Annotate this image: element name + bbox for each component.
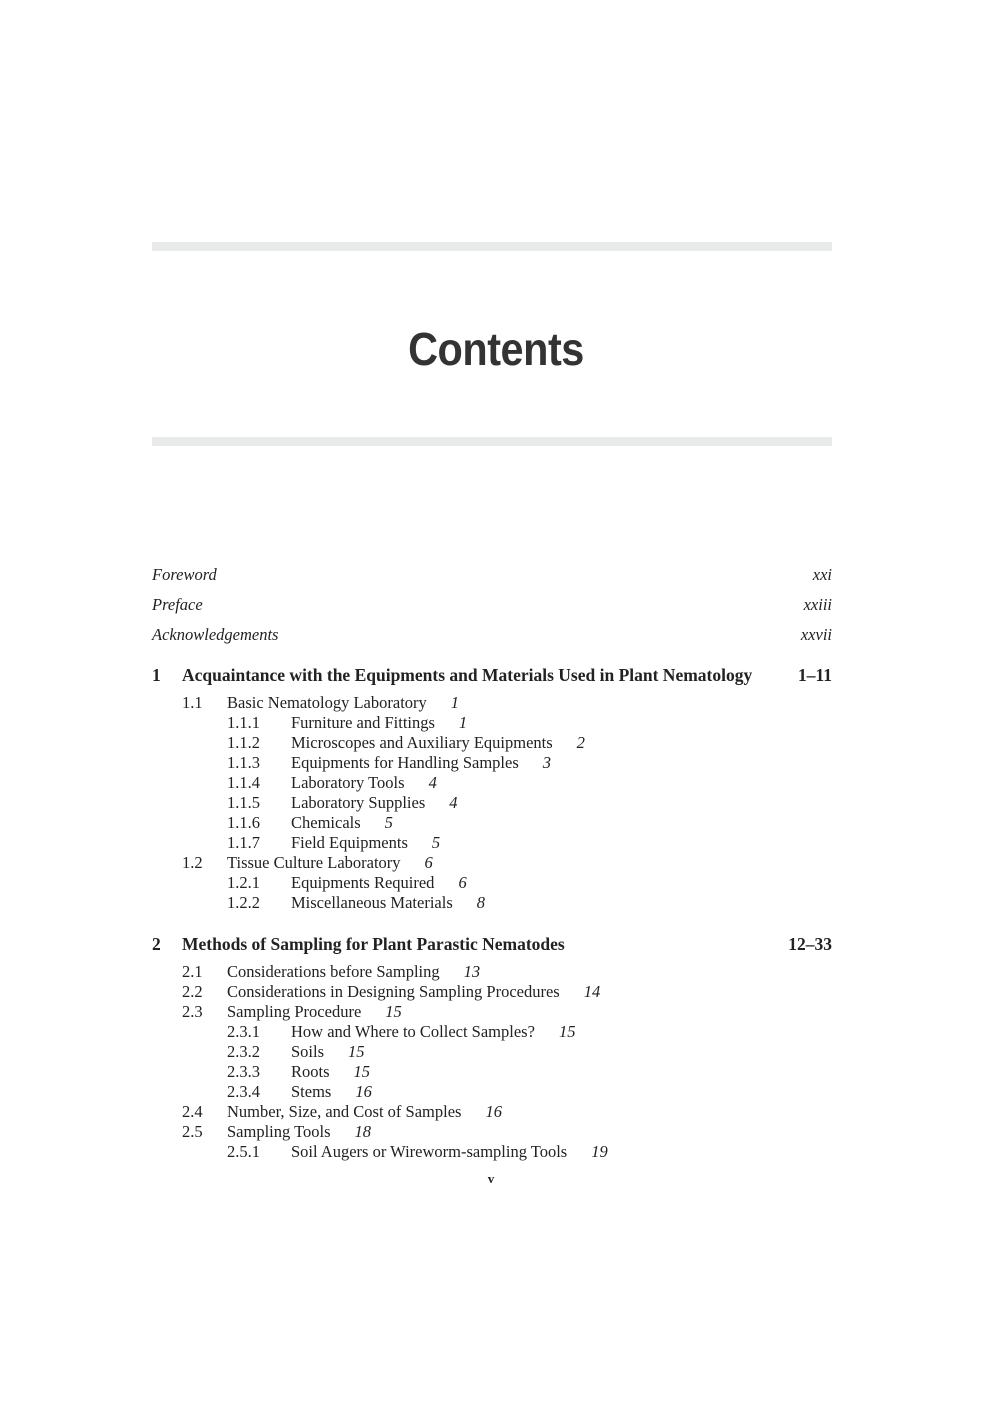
page-title: Contents bbox=[408, 323, 584, 375]
section-entry[interactable] bbox=[227, 853, 433, 873]
subsection-entry[interactable] bbox=[291, 1082, 372, 1102]
entry-title[interactable]: Acknowledgements bbox=[152, 625, 279, 644]
entry-page: 16 bbox=[485, 1102, 502, 1121]
entry-number: 2.1 bbox=[182, 962, 203, 981]
entry-page: 8 bbox=[476, 893, 485, 912]
entry-page: 15 bbox=[385, 1002, 402, 1021]
top-rule bbox=[152, 242, 832, 251]
entry-page: 1 bbox=[458, 713, 468, 732]
entry-number: 2.3.2 bbox=[227, 1042, 260, 1061]
entry-title[interactable]: Equipments Required bbox=[291, 873, 435, 892]
entry-title[interactable]: Microscopes and Auxiliary Equipments bbox=[291, 733, 553, 752]
subsection-entry[interactable] bbox=[291, 793, 458, 813]
subsection-entry[interactable] bbox=[291, 873, 467, 893]
subsection-entry[interactable] bbox=[291, 773, 437, 793]
entry-page: xxiii bbox=[803, 595, 832, 614]
entry-title[interactable]: Miscellaneous Materials bbox=[291, 893, 453, 912]
entry-title[interactable]: Field Equipments bbox=[291, 833, 408, 852]
entry-title[interactable]: Sampling Tools bbox=[227, 1122, 331, 1141]
entry-title[interactable]: Number, Size, and Cost of Samples bbox=[227, 1102, 462, 1121]
entry-title[interactable]: Considerations before Sampling bbox=[227, 962, 440, 981]
entry-title[interactable]: Soil Augers or Wireworm-sampling Tools bbox=[291, 1142, 568, 1161]
entry-page: 4 bbox=[428, 773, 437, 792]
entry-number: 2.5 bbox=[182, 1122, 203, 1141]
entry-number: 2.2 bbox=[182, 982, 203, 1001]
section-entry[interactable] bbox=[227, 982, 600, 1002]
entry-title[interactable]: Preface bbox=[152, 595, 203, 614]
entry-number: 2.3.4 bbox=[227, 1082, 260, 1101]
entry-number: 2.3.3 bbox=[227, 1062, 260, 1081]
page-number: v bbox=[487, 1171, 495, 1186]
entry-page: 4 bbox=[449, 793, 458, 812]
entry-number: 2.5.1 bbox=[227, 1142, 260, 1161]
entry-title[interactable]: Sampling Procedure bbox=[227, 1002, 362, 1021]
section-entry[interactable] bbox=[227, 693, 459, 713]
entry-page: 1 bbox=[450, 693, 460, 712]
entry-title[interactable]: How and Where to Collect Samples? bbox=[291, 1022, 535, 1041]
entry-page: xxi bbox=[812, 565, 832, 584]
entry-page: xxvii bbox=[800, 625, 832, 644]
entry-number: 1.1.1 bbox=[227, 713, 260, 732]
subsection-entry[interactable] bbox=[291, 713, 467, 733]
entry-title[interactable]: Roots bbox=[291, 1062, 330, 1081]
entry-number: 1.2.2 bbox=[227, 893, 260, 912]
entry-title[interactable]: Basic Nematology Laboratory bbox=[227, 693, 427, 712]
subsection-entry[interactable] bbox=[291, 1042, 365, 1062]
entry-number: 1.2 bbox=[182, 853, 203, 872]
entry-title[interactable]: Laboratory Supplies bbox=[291, 793, 426, 812]
entry-title[interactable]: Tissue Culture Laboratory bbox=[227, 853, 401, 872]
chapter-number: 2 bbox=[152, 934, 161, 954]
entry-page: 15 bbox=[353, 1062, 371, 1081]
entry-page: 15 bbox=[348, 1042, 365, 1061]
subsection-entry[interactable] bbox=[291, 893, 485, 913]
subsection-entry[interactable] bbox=[291, 1022, 575, 1042]
entry-page: 2 bbox=[576, 733, 585, 752]
subsection-entry[interactable] bbox=[291, 753, 551, 773]
entry-number: 1.1.2 bbox=[227, 733, 260, 752]
section-entry[interactable] bbox=[227, 1002, 402, 1022]
entry-page: 13 bbox=[463, 962, 481, 981]
chapter-pages: 1–11 bbox=[797, 665, 832, 685]
entry-page: 6 bbox=[424, 853, 433, 872]
subsection-entry[interactable] bbox=[291, 813, 393, 833]
entry-page: 15 bbox=[558, 1022, 576, 1041]
entry-page: 18 bbox=[354, 1122, 372, 1141]
bottom-rule bbox=[152, 437, 832, 446]
entry-page: 14 bbox=[583, 982, 601, 1001]
entry-page: 19 bbox=[591, 1142, 608, 1161]
entry-number: 1.1.6 bbox=[227, 813, 260, 832]
entry-number: 2.4 bbox=[182, 1102, 203, 1121]
subsection-entry[interactable] bbox=[291, 833, 440, 853]
entry-number: 1.2.1 bbox=[227, 873, 260, 892]
entry-page: 6 bbox=[458, 873, 467, 892]
entry-number: 1.1.7 bbox=[227, 833, 260, 852]
subsection-entry[interactable] bbox=[291, 1142, 608, 1162]
entry-page: 5 bbox=[384, 813, 393, 832]
entry-number: 1.1 bbox=[182, 693, 203, 712]
entry-page: 3 bbox=[542, 753, 552, 772]
subsection-entry[interactable] bbox=[291, 733, 585, 753]
section-entry[interactable] bbox=[227, 1102, 502, 1122]
entry-number: 1.1.5 bbox=[227, 793, 260, 812]
entry-number: 1.1.3 bbox=[227, 753, 260, 772]
chapter-number: 1 bbox=[152, 665, 161, 685]
subsection-entry[interactable] bbox=[291, 1062, 370, 1082]
entry-title[interactable]: Laboratory Tools bbox=[291, 773, 405, 792]
chapter-title[interactable]: Methods of Sampling for Plant Parastic Nematodes bbox=[182, 934, 565, 954]
entry-title[interactable]: Equipments for Handling Samples bbox=[291, 753, 519, 772]
entry-page: 5 bbox=[431, 833, 441, 852]
entry-title[interactable]: Soils bbox=[291, 1042, 325, 1061]
entry-number: 2.3 bbox=[182, 1002, 203, 1021]
entry-title[interactable]: Chemicals bbox=[291, 813, 361, 832]
entry-title[interactable]: Foreword bbox=[152, 565, 217, 584]
section-entry[interactable] bbox=[227, 1122, 371, 1142]
entry-number: 2.3.1 bbox=[227, 1022, 260, 1041]
entry-number: 1.1.4 bbox=[227, 773, 260, 792]
entry-title[interactable]: Stems bbox=[291, 1082, 332, 1101]
entry-title[interactable]: Furniture and Fittings bbox=[291, 713, 435, 732]
chapter-title[interactable]: Acquaintance with the Equipments and Materials Used in Plant Nematology bbox=[182, 665, 753, 685]
entry-title[interactable]: Considerations in Designing Sampling Procedures bbox=[227, 982, 560, 1001]
chapter-pages: 12–33 bbox=[788, 934, 832, 954]
section-entry[interactable] bbox=[227, 962, 480, 982]
entry-page: 16 bbox=[355, 1082, 372, 1101]
